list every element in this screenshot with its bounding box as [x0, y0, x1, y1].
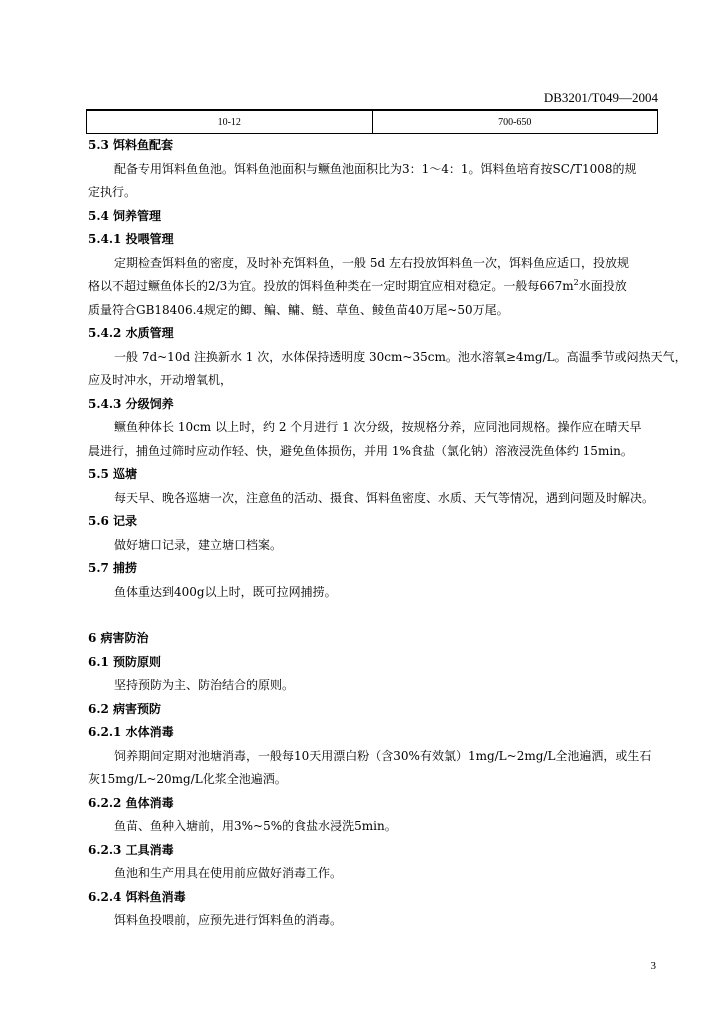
heading-5-7: 5.7 捕捞: [88, 561, 138, 575]
page-number: 3: [650, 960, 656, 972]
paragraph-text: 格以不超过鳜鱼体长的2/3为宜。投放的饵料鱼种类在一定时期宜应相对稳定。一般每667m: [88, 279, 574, 293]
paragraph-line: 定执行。: [88, 185, 137, 199]
paragraph-line: 饵料鱼投喂前，应预先进行饵料鱼的消毒。: [114, 913, 343, 927]
paragraph-line: 晨进行，捕鱼过筛时应动作轻、快，避免鱼体损伤，并用 1%食盐（氯化钠）溶液浸洗鱼体约 15min。: [88, 444, 633, 458]
paragraph-line: 饲养期间定期对池塘消毒，一般每10天用漂白粉（含30%有效氯）1mg/L~2mg/L全池遍洒，或生石: [114, 749, 652, 763]
paragraph-line: 鱼池和生产用具在使用前应做好消毒工作。: [114, 866, 343, 880]
table-cell-size: 10-12: [87, 111, 373, 134]
paragraph-line: 鳜鱼种体长 10cm 以上时，约 2 个月进行 1 次分级，按规格分养，应同池同规格。操作应在晴天早: [114, 420, 642, 434]
paragraph-text: 水面投放: [578, 279, 627, 293]
paragraph-line: 配备专用饵料鱼鱼池。饵料鱼池面积与鳜鱼池面积比为3：1～4：1。饵料鱼培育按SC/T1008的规: [114, 162, 637, 176]
paragraph-line: 定期检查饵料鱼的密度，及时补充饵料鱼，一般 5d 左右投放饵料鱼一次，饵料鱼应适口，投放规: [114, 256, 629, 270]
heading-6-1: 6.1 预防原则: [88, 655, 162, 669]
paragraph-line: 鱼体重达到400g以上时，既可拉网捕捞。: [114, 585, 337, 599]
paragraph-line: 应及时冲水，开动增氧机，: [88, 373, 233, 387]
paragraph-line: 坚持预防为主、防治结合的原则。: [114, 678, 295, 692]
document-code: DB3201/T049—2004: [543, 90, 658, 105]
paragraph-line: [88, 279, 668, 293]
table-cell-count: 700-650: [372, 111, 658, 134]
paragraph-line: 灰15mg/L~20mg/L化浆全池遍洒。: [88, 772, 287, 786]
heading-5-6: 5.6 记录: [88, 514, 138, 528]
paragraph-line: 质量符合GB18406.4规定的鲫、鳊、鳙、鲢、草鱼、鲮鱼苗40万尾~50万尾。: [88, 303, 509, 317]
spec-table: [86, 110, 658, 134]
heading-5-4: 5.4 饲养管理: [88, 209, 162, 223]
heading-5-4-3: 5.4.3 分级饲养: [88, 397, 174, 411]
heading-6-2-3: 6.2.3 工具消毒: [88, 843, 174, 857]
heading-6-2-2: 6.2.2 鱼体消毒: [88, 796, 174, 810]
heading-6: 6 病害防治: [88, 631, 149, 645]
heading-6-2-1: 6.2.1 水体消毒: [88, 725, 174, 739]
heading-5-4-1: 5.4.1 投喂管理: [88, 232, 174, 246]
heading-5-4-2: 5.4.2 水质管理: [88, 326, 174, 340]
table-row: [87, 111, 658, 134]
paragraph-line: 一般 7d~10d 注换新水 1 次，水体保持透明度 30cm~35cm。池水溶氧≥4mg/L。高温季节或闷热天气，: [114, 350, 687, 364]
superscript: 2: [573, 278, 579, 287]
paragraph-line: 做好塘口记录，建立塘口档案。: [114, 538, 283, 552]
heading-6-2-4: 6.2.4 饵料鱼消毒: [88, 890, 186, 904]
heading-5-5: 5.5 巡塘: [88, 467, 138, 481]
heading-6-2: 6.2 病害预防: [88, 702, 162, 716]
paragraph-line: 每天早、晚各巡塘一次，注意鱼的活动、摄食、饵料鱼密度、水质、天气等情况，遇到问题及时解决。: [114, 491, 655, 505]
paragraph-line: 鱼苗、鱼种入塘前，用3%~5%的食盐水浸洗5min。: [114, 819, 397, 833]
heading-5-3: 5.3 饵料鱼配套: [88, 138, 174, 152]
